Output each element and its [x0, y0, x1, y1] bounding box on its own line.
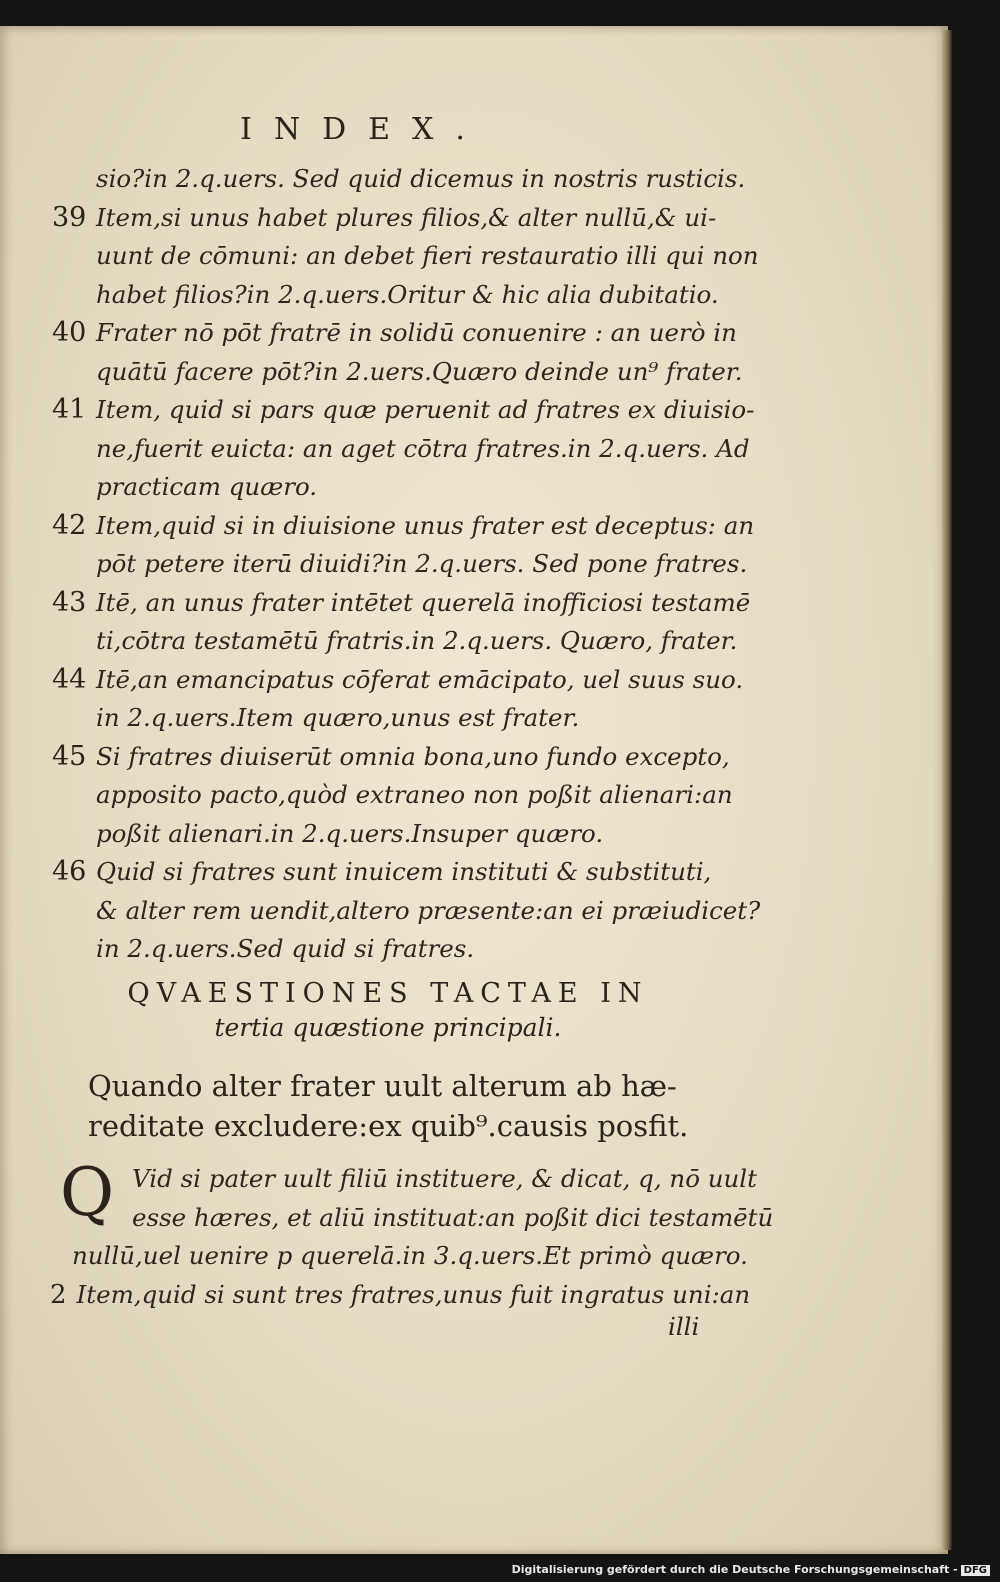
entry-line: in 2.q.uers.Item quæro,unus est frater.: [96, 703, 580, 732]
digitization-credit: [512, 1563, 990, 1576]
running-head: INDEX.: [240, 112, 487, 147]
entry-number: 39: [52, 201, 87, 233]
entry-line: ne,fuerit euicta: an aget cōtra fratres.in 2.q.uers. Ad: [96, 433, 750, 463]
entry-line: Item,si unus habet plures filios,& alter nullū,& ui-: [96, 202, 717, 232]
paragraph-line: nullū,uel uenire p querelā.in 3.q.uers.Et primò quæro.: [72, 1241, 748, 1270]
continuation-line: sio?in 2.q.uers. Sed quid dicemus in nostris rusticis.: [96, 164, 746, 193]
entry-line: & alter rem uendit,altero præsente:an ei præiudicet?: [96, 895, 761, 925]
index-entry: [30, 199, 759, 315]
page-edge: [942, 30, 952, 1550]
index-entry: [30, 661, 744, 738]
entry-line: in 2.q.uers.Sed quid si fratres.: [96, 934, 475, 963]
entry-line: practicam quæro.: [96, 472, 318, 501]
continuation-entry: [30, 160, 746, 199]
entry-list: [30, 199, 761, 969]
dfg-logo: DFG: [961, 1565, 990, 1576]
entry-line: Item,quid si in diuisione unus frater est deceptus: an: [96, 510, 755, 540]
drop-capital: Q: [60, 1154, 115, 1231]
question-title-line: reditate excludere:ex quib⁹.causis posfit.: [88, 1109, 689, 1143]
question-title-line: Quando alter frater uult alterum ab hæ-: [88, 1069, 677, 1103]
entry-line: quātū facere pōt?in 2.uers.Quæro deinde un⁹ frater.: [96, 356, 743, 386]
section-heading-subtitle: tertia quæstione principali.: [214, 1013, 562, 1042]
paragraph-line: esse hæres, et aliū instituat:an poßit dici testamētū: [132, 1202, 774, 1232]
credit-text: Digitalisierung gefördert durch die Deutsche Forschungsgemeinschaft -: [511, 1563, 958, 1576]
entry-number: 46: [52, 856, 87, 887]
index-entry: [30, 584, 751, 661]
entry-line: uunt de cōmuni: an debet fieri restauratio illi qui non: [96, 241, 759, 270]
entry-line: habet filios?in 2.q.uers.Oritur & hic alia dubitatio.: [96, 279, 719, 309]
entry-number: 44: [52, 663, 87, 695]
entry-line: pōt petere iterū diuidi?in 2.q.uers. Sed pone fratres.: [96, 549, 748, 578]
entry-number: 40: [52, 317, 87, 348]
index-entry: [30, 738, 733, 854]
section-heading-title: QVAESTIONES TACTAE IN: [127, 978, 649, 1009]
index-entry: [30, 391, 755, 507]
entry-line: Item, quid si pars quæ peruenit ad fratres ex diuisio-: [96, 395, 755, 424]
index-entries: [30, 160, 761, 969]
index-entry: [30, 507, 755, 584]
entry-number: 43: [52, 586, 87, 618]
entry-line: Itē, an unus frater intētet querelā inofficiosi testamē: [96, 587, 751, 617]
entry-line: Quid si fratres sunt inuicem instituti & substituti,: [96, 857, 712, 886]
question-paragraph: [50, 1154, 774, 1314]
paragraph-line: Vid si pater uult filiū instituere, & dicat, q, nō uult: [132, 1164, 757, 1193]
entry-line: apposito pacto,quòd extraneo non poßit alienari:an: [96, 780, 733, 809]
entry-number: 45: [52, 740, 87, 772]
catchword: illi: [668, 1312, 700, 1341]
entry-line: poßit alienari.in 2.q.uers.Insuper quæro.: [96, 818, 604, 848]
entry-line: Frater nō pōt fratrē in solidū conuenire : an uerò in: [96, 318, 737, 347]
item-number: 2: [50, 1279, 67, 1310]
index-entry: [30, 314, 743, 391]
entry-line: Itē,an emancipatus cōferat emācipato, uel suus suo.: [96, 664, 744, 694]
entry-number: 42: [52, 509, 87, 541]
index-entry: [30, 853, 761, 969]
entry-line: Si fratres diuiserūt omnia bona,uno fundo excepto,: [96, 741, 730, 771]
entry-line: ti,cōtra testamētū fratris.in 2.q.uers. Quæro, frater.: [96, 626, 738, 655]
section-heading: [88, 978, 688, 1042]
question-title: [88, 1066, 728, 1146]
paragraph-item-line: [50, 1276, 751, 1315]
entry-number: 41: [52, 394, 87, 425]
item-text: Item,quid si sunt tres fratres,unus fuit ingratus uni:an: [76, 1279, 751, 1309]
